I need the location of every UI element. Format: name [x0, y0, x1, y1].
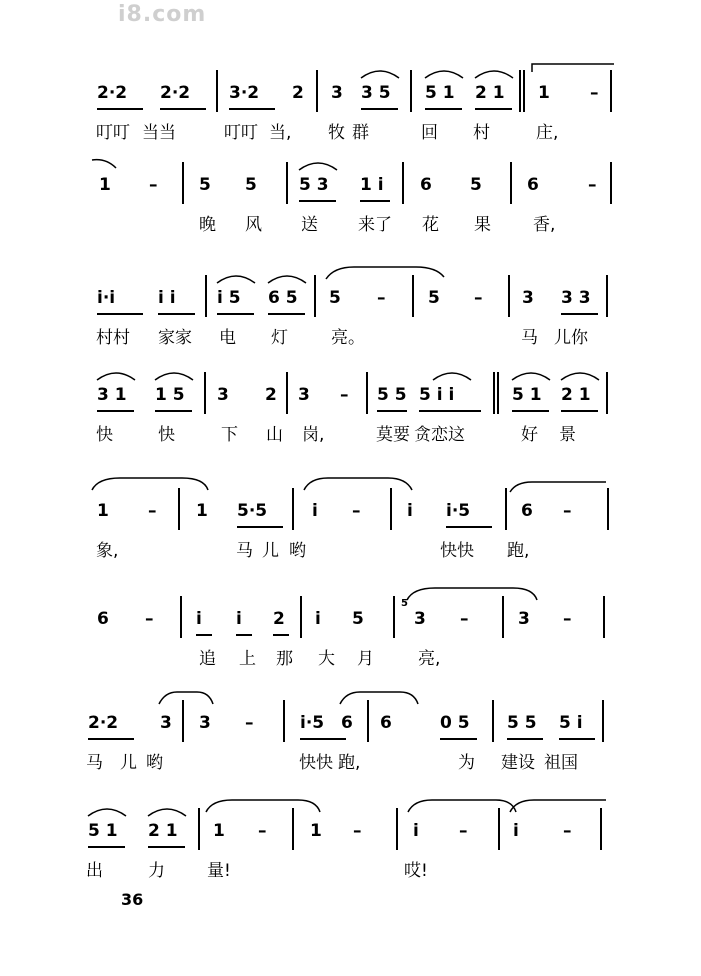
note: 0 5 [440, 713, 470, 733]
duration-underline [425, 108, 462, 110]
note: i [196, 609, 202, 629]
note: 5 5 [377, 385, 407, 405]
duration-underline [155, 410, 192, 412]
note: 6 [527, 175, 539, 195]
duration-underline [160, 108, 206, 110]
bar-line [606, 372, 608, 414]
lyric-word: 跑, [338, 753, 361, 773]
lyric-word: 儿 [262, 541, 279, 561]
bar-line [523, 70, 525, 112]
note: i [236, 609, 242, 629]
note: i i [158, 288, 176, 308]
note: i·i [97, 288, 116, 308]
note: i [315, 609, 321, 629]
duration-underline [237, 526, 283, 528]
notation-line [0, 808, 701, 858]
lyric-word: 量! [207, 861, 231, 881]
lyric-word: 香, [533, 215, 556, 235]
lyric-word: 儿你 [554, 328, 588, 348]
bar-line [367, 700, 369, 742]
bar-line [610, 70, 612, 112]
lyric-word: 马 [86, 753, 103, 773]
duration-underline [97, 410, 134, 412]
lyric-line [86, 856, 591, 976]
note: 2 1 [561, 385, 591, 405]
lyric-word: 山 [266, 425, 283, 445]
note: 5 1 [425, 83, 455, 103]
note: 6 [97, 609, 109, 629]
lyric-word: 快快 [440, 541, 474, 561]
note: – [459, 821, 468, 841]
lyric-word: 家家 [158, 328, 192, 348]
duration-underline [217, 313, 254, 315]
note: 5 [199, 175, 211, 195]
bar-line [393, 596, 395, 638]
bar-line [286, 162, 288, 204]
note: i 5 [217, 288, 241, 308]
lyric-word: 群 [352, 123, 369, 143]
note: 1 [213, 821, 225, 841]
note: i [312, 501, 318, 521]
note: 6 [420, 175, 432, 195]
note: – [588, 175, 597, 195]
slur [473, 66, 515, 80]
lyric-word: 象, [96, 541, 119, 561]
note: – [245, 713, 254, 733]
lyric-word: 力 [148, 861, 165, 881]
lyric-word: 牧 [328, 123, 345, 143]
bar-line [497, 372, 499, 414]
note: – [590, 83, 599, 103]
slur [86, 804, 128, 818]
duration-underline [273, 634, 289, 636]
note: i [513, 821, 519, 841]
duration-underline [507, 738, 543, 740]
lyric-word: 出 [86, 861, 103, 881]
slur [146, 804, 188, 818]
note: 3 [522, 288, 534, 308]
note: 2 [265, 385, 277, 405]
lyric-word: 上 [239, 649, 256, 669]
duration-underline [475, 108, 512, 110]
bar-line [180, 596, 182, 638]
note: – [563, 609, 572, 629]
note: 3 [298, 385, 310, 405]
bar-line [508, 275, 510, 317]
lyric-word: 好 [521, 425, 538, 445]
note: 5 1 [512, 385, 542, 405]
bar-line [292, 808, 294, 850]
note: 6 [521, 501, 533, 521]
duration-underline [512, 410, 549, 412]
note: – [258, 821, 267, 841]
note: 6 [380, 713, 392, 733]
duration-underline [88, 846, 125, 848]
bar-line [519, 70, 521, 112]
note: 3 5 [361, 83, 391, 103]
note: – [148, 501, 157, 521]
lyric-word: 快 [158, 425, 175, 445]
lyric-word: 祖国 [544, 753, 578, 773]
bar-line [607, 488, 609, 530]
lyric-word: 大 [318, 649, 335, 669]
tie [90, 472, 212, 492]
duration-underline [360, 200, 390, 202]
lyric-word: 送 [301, 215, 318, 235]
lyric-word: 回 [421, 123, 438, 143]
duration-underline [561, 410, 598, 412]
note: 2·2 [160, 83, 191, 103]
lyric-word: 电 [219, 328, 236, 348]
note: 5·5 [237, 501, 268, 521]
lyric-word: 快快 [299, 753, 333, 773]
bar-line [286, 372, 288, 414]
lyric-word: 亮。 [331, 328, 365, 348]
lyric-word: 岗, [302, 425, 325, 445]
grace-note: 5 [401, 598, 408, 609]
notation-line [0, 372, 701, 422]
note: 5 [470, 175, 482, 195]
note: 1 [196, 501, 208, 521]
lyric-word: 叮叮 [96, 123, 130, 143]
slur [510, 368, 552, 382]
note: 5 i i [419, 385, 455, 405]
note: – [353, 821, 362, 841]
note: – [460, 609, 469, 629]
notation-line [0, 275, 701, 325]
note: 1 5 [155, 385, 185, 405]
slur [297, 158, 339, 172]
bar-line [314, 275, 316, 317]
slur [423, 66, 465, 80]
note: 5 [352, 609, 364, 629]
bar-line [205, 275, 207, 317]
lyric-word: 庄, [536, 123, 559, 143]
bar-line [498, 808, 500, 850]
duration-underline [88, 738, 134, 740]
bar-line [182, 700, 184, 742]
lyric-word: 儿 [120, 753, 137, 773]
slur [559, 368, 601, 382]
bar-line [216, 70, 218, 112]
note: – [563, 821, 572, 841]
note: i·5 [446, 501, 471, 521]
bar-line [283, 700, 285, 742]
lyric-word: 果 [474, 215, 491, 235]
bar-line [603, 596, 605, 638]
note: 1 [99, 175, 111, 195]
duration-underline [229, 108, 275, 110]
tie [405, 582, 541, 602]
lyric-word: 跑, [507, 541, 530, 561]
lyric-word: 哎! [404, 861, 428, 881]
note: 6 5 [268, 288, 298, 308]
lyric-word: 当, [269, 123, 292, 143]
note: – [474, 288, 483, 308]
bar-line [390, 488, 392, 530]
bar-line [602, 700, 604, 742]
lyric-word: 那 [276, 649, 293, 669]
note: 3·2 [229, 83, 260, 103]
note: 3 [217, 385, 229, 405]
note: 1 [310, 821, 322, 841]
bar-line [204, 372, 206, 414]
note: – [377, 288, 386, 308]
lyric-word: 月 [357, 649, 374, 669]
notation-line [0, 596, 701, 646]
duration-underline [158, 313, 195, 315]
bar-line [402, 162, 404, 204]
slur [431, 368, 473, 382]
note: 6 [341, 713, 353, 733]
lyric-word: 来了 [358, 215, 392, 235]
duration-underline [300, 738, 346, 740]
note: 5 i [559, 713, 583, 733]
lyric-word: 灯 [271, 328, 288, 348]
tie-start [508, 478, 608, 494]
tie [338, 686, 422, 706]
tie-end [90, 156, 120, 170]
notation-line [0, 162, 701, 212]
bar-line [182, 162, 184, 204]
lyric-word: 莫要 [376, 425, 410, 445]
duration-underline [377, 410, 407, 412]
note: 2 [273, 609, 285, 629]
note: – [340, 385, 349, 405]
bar-line [178, 488, 180, 530]
bar-line [502, 596, 504, 638]
lyric-word: 亮, [418, 649, 441, 669]
lyric-word: 叮叮 [224, 123, 258, 143]
bar-line [510, 162, 512, 204]
bar-line [410, 70, 412, 112]
tie [302, 472, 414, 492]
note: – [563, 501, 572, 521]
duration-underline [299, 200, 336, 202]
tie [324, 263, 446, 281]
lyric-word: 追 [199, 649, 216, 669]
duration-underline [268, 313, 305, 315]
lyric-word: 景 [559, 425, 576, 445]
note: 2·2 [88, 713, 119, 733]
duration-underline [559, 738, 595, 740]
slur [215, 271, 257, 285]
tie [406, 794, 520, 814]
bar-line [610, 162, 612, 204]
duration-underline [236, 634, 252, 636]
note: i [413, 821, 419, 841]
duration-underline [97, 313, 143, 315]
lyric-word: 村村 [96, 328, 130, 348]
tie [204, 794, 324, 814]
lyric-word: 晚 [199, 215, 216, 235]
bar-line [606, 275, 608, 317]
note: 3 1 [97, 385, 127, 405]
note: 3 [199, 713, 211, 733]
bar-line [300, 596, 302, 638]
duration-underline [196, 634, 212, 636]
bar-line [600, 808, 602, 850]
duration-underline [446, 526, 492, 528]
note: 5 1 [88, 821, 118, 841]
bar-line [366, 372, 368, 414]
note: 5 3 [299, 175, 329, 195]
lyric-word: 哟 [146, 753, 163, 773]
note: 1 i [360, 175, 384, 195]
bar-line [396, 808, 398, 850]
note: 1 [538, 83, 550, 103]
note: 5 [245, 175, 257, 195]
duration-underline [361, 108, 398, 110]
bar-line [316, 70, 318, 112]
note: 2 1 [475, 83, 505, 103]
note: 1 [97, 501, 109, 521]
slur [266, 271, 308, 285]
page-number: 36 [121, 890, 144, 909]
lyric-word: 风 [245, 215, 262, 235]
note: 5 [428, 288, 440, 308]
slur [153, 368, 195, 382]
note: – [149, 175, 158, 195]
note: 3 [518, 609, 530, 629]
notation-line [0, 70, 701, 120]
lyric-word: 村 [473, 123, 490, 143]
note: 2 [292, 83, 304, 103]
lyric-word: 为 [458, 753, 475, 773]
lyric-word: 建设 [501, 753, 535, 773]
note: 3 [331, 83, 343, 103]
tie-start [530, 60, 616, 74]
tie [157, 686, 215, 706]
duration-underline [561, 313, 598, 315]
note: i [407, 501, 413, 521]
slur [95, 368, 137, 382]
note: 3 [414, 609, 426, 629]
bar-line [493, 372, 495, 414]
lyric-word: 花 [422, 215, 439, 235]
note: 2·2 [97, 83, 128, 103]
bar-line [412, 275, 414, 317]
note: – [352, 501, 361, 521]
lyric-word: 马 [236, 541, 253, 561]
bar-line [198, 808, 200, 850]
note: 5 [329, 288, 341, 308]
duration-underline [148, 846, 185, 848]
note: 5 5 [507, 713, 537, 733]
duration-underline [440, 738, 477, 740]
lyric-word: 下 [221, 425, 238, 445]
bar-line [492, 700, 494, 742]
lyric-word: 贪恋这 [414, 425, 465, 445]
duration-underline [97, 108, 143, 110]
slur [359, 66, 401, 80]
notation-line [0, 700, 701, 750]
lyric-word: 当当 [142, 123, 176, 143]
tie-start [508, 794, 608, 814]
notation-line [0, 488, 701, 538]
lyric-word: 哟 [289, 541, 306, 561]
duration-underline [419, 410, 481, 412]
note: 2 1 [148, 821, 178, 841]
lyric-word: 快 [96, 425, 113, 445]
watermark: i8.com [118, 2, 207, 27]
bar-line [505, 488, 507, 530]
note: – [145, 609, 154, 629]
note: 3 3 [561, 288, 591, 308]
bar-line [292, 488, 294, 530]
lyric-word: 马 [521, 328, 538, 348]
note: i·5 [300, 713, 325, 733]
note: 3 [160, 713, 172, 733]
